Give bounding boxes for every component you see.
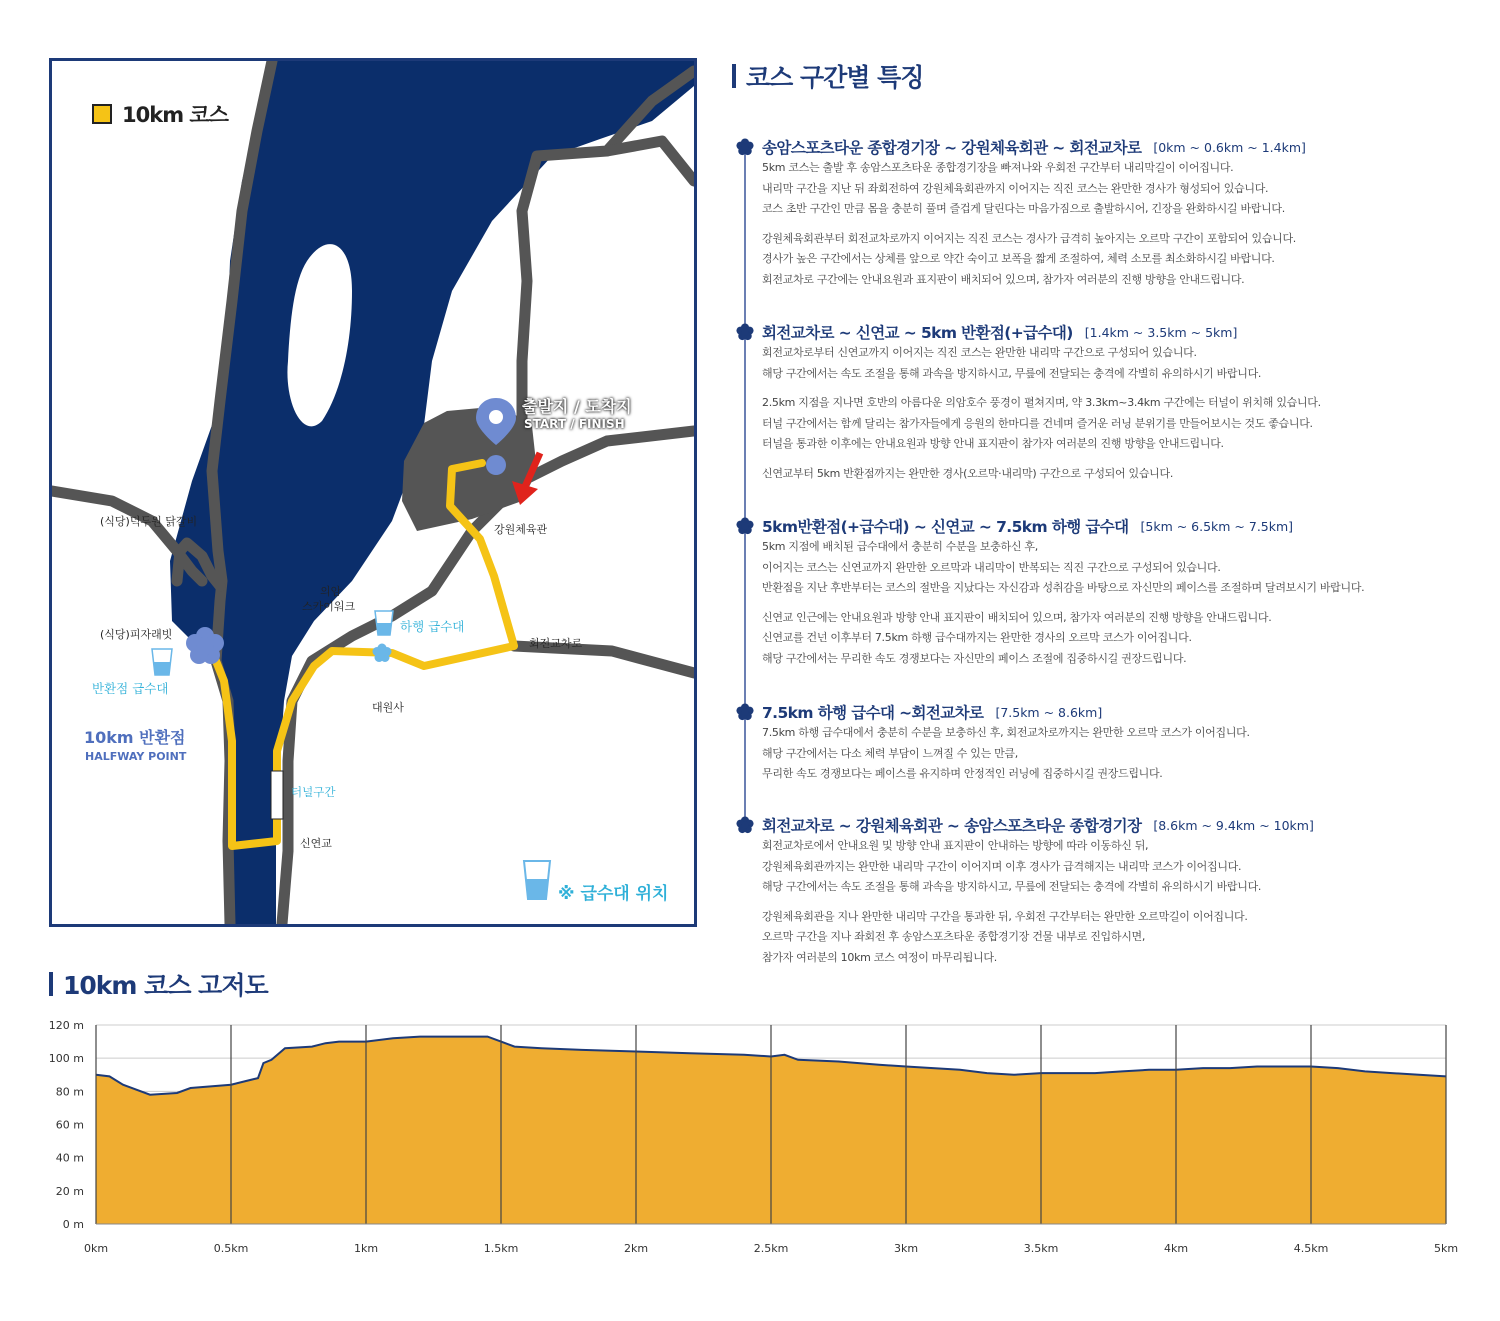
flower-icon (736, 816, 754, 834)
place-restaurant-1: (식당)덕두원 닭갈비 (100, 515, 198, 528)
segment-paragraph (762, 537, 1476, 599)
flower-icon (736, 138, 754, 156)
segment-title: 회전교차로 ~ 강원체육회관 ~ 송암스포츠타운 종합경기장 (762, 817, 1142, 835)
place-restaurant-2: (식당)피자래빗 (100, 628, 173, 641)
segment-title: 7.5km 하행 급수대 ~회전교차로 (762, 704, 984, 722)
text-line: 2.5km 지점을 지나면 호반의 아름다운 의암호수 풍경이 펼쳐지며, 약 3.3km~3.4km 구간에는 터널이 위치해 있습니다. (762, 396, 1321, 409)
y-tick-label: 80 m (55, 1085, 84, 1099)
text-line: 5km 지점에 배치된 급수대에서 충분히 수분을 보충하신 후, (762, 540, 1038, 553)
halfway-label: 10km 반환점 (84, 728, 186, 747)
legend-label: 10km 코스 (122, 103, 228, 127)
place-tunnel: 터널구간 (291, 785, 336, 799)
x-tick-label: 1km (353, 1242, 379, 1255)
text-line: 해당 구간에서는 무리한 속도 경쟁보다는 자신만의 페이스 조절에 집중하시길 권장드립니다. (762, 651, 1187, 665)
segment-5 (736, 814, 1476, 968)
text-line: 무리한 속도 경쟁보다는 페이스를 유지하며 안정적인 러닝에 집중하시길 권장드립니다. (762, 767, 1163, 780)
text-line: 신연교를 건넌 이후부터 7.5km 하행 급수대까지는 완만한 경사의 오르막 코스가 이어집니다. (762, 631, 1192, 644)
segment-paragraph (762, 907, 1476, 969)
text-line: 참가자 여러분의 10km 코스 여정이 마무리됩니다. (762, 950, 997, 964)
segment-paragraph (762, 158, 1476, 220)
road-north-right (607, 141, 694, 181)
text-line: 내리막 구간을 지난 뒤 좌회전하여 강원체육회관까지 이어지는 직진 코스는 완만한 경사가 형성되어 있습니다. (762, 181, 1269, 195)
segment-range: [1.4km ~ 3.5km ~ 5km] (1084, 324, 1238, 340)
segment-title: 5km반환점(+급수대) ~ 신연교 ~ 7.5km 하행 급수대 (762, 518, 1129, 536)
y-tick-label: 120 m (48, 1019, 84, 1032)
place-skywalk-line2: 스카이워크 (302, 600, 356, 613)
place-rotary: 회전교차로 (529, 637, 583, 650)
segment-4 (736, 701, 1476, 785)
cup-icon-downhill (375, 611, 393, 635)
legend-swatch (92, 104, 112, 124)
x-tick-label: 4km (1163, 1242, 1189, 1255)
text-line: 터널을 통과한 이후에는 안내요원과 방향 안내 표지판이 참가자 여러분의 진행 방향을 안내드립니다. (762, 437, 1224, 450)
text-line: 강원체육회관을 지나 완만한 내리막 구간을 통과한 뒤, 우회전 구간부터는 완만한 오르막길이 이어집니다. (762, 909, 1248, 923)
place-skywalk-line1: 의암 (320, 585, 342, 598)
flower-icon (736, 323, 754, 341)
tunnel-marker (271, 771, 283, 819)
x-tick-label: 4.5km (1293, 1242, 1329, 1255)
x-tick-label: 3.5km (1023, 1242, 1059, 1255)
x-tick-label: 2km (623, 1242, 649, 1255)
x-tick-label: 0km (83, 1242, 109, 1255)
segment-paragraph (762, 723, 1476, 785)
y-tick-label: 100 m (48, 1052, 84, 1066)
segment-2 (736, 321, 1476, 484)
water-turnaround-label: 반환점 급수대 (92, 681, 169, 696)
y-tick-label: 60 m (55, 1118, 84, 1132)
cup-icon-turnaround (152, 649, 172, 675)
text-line: 터널 구간에서는 함께 달리는 참가자들에게 응원의 한마디를 건네며 즐거운 러닝 분위기를 만들어보시는 것도 좋습니다. (762, 416, 1313, 430)
cup-icon-legend (524, 861, 550, 899)
text-line: 경사가 높은 구간에서는 상체를 앞으로 약간 숙이고 보폭을 짧게 조절하여, 체력 소모를 최소화하시길 바랍니다. (762, 252, 1275, 265)
segment-1 (736, 136, 1476, 290)
text-line: 신연교부터 5km 반환점까지는 완만한 경사(오르막·내리막) 구간으로 구성되어 있습니다. (762, 466, 1174, 480)
segment-paragraph (762, 608, 1476, 670)
x-tick-label: 0.5km (213, 1242, 249, 1255)
map-canvas (52, 61, 694, 924)
segment-paragraph (762, 229, 1476, 291)
x-tick-label: 1.5km (483, 1242, 519, 1255)
flower-icon (736, 517, 754, 535)
course-map (49, 58, 697, 927)
place-gym: 강원체육관 (494, 523, 548, 536)
start-label-en: START / FINISH (524, 417, 625, 431)
map-legend (92, 99, 228, 129)
y-tick-label: 40 m (55, 1151, 84, 1165)
segment-range: [5km ~ 6.5km ~ 7.5km] (1140, 518, 1294, 534)
place-temple: 대원사 (372, 701, 404, 714)
water-station-flower-icon (373, 644, 392, 663)
text-line: 코스 초반 구간인 만큼 몸을 충분히 풀며 즐겁게 달린다는 마음가짐으로 출발하시어, 긴장을 완화하시길 바랍니다. (762, 202, 1285, 215)
text-line: 회전교차로에서 안내요원 및 방향 안내 표지판이 안내하는 방향에 따라 이동하신 뒤, (762, 839, 1149, 852)
text-line: 강원체육회관부터 회전교차로까지 이어지는 직진 코스는 경사가 급격히 높아지는 오르막 구간이 포함되어 있습니다. (762, 231, 1297, 245)
y-tick-label: 20 m (55, 1184, 84, 1198)
y-tick-label: 0 m (62, 1218, 84, 1231)
water-downhill-label: 하행 급수대 (400, 619, 465, 634)
elevation-chart (0, 1010, 1500, 1270)
text-line: 오르막 구간을 지나 좌회전 후 송암스포츠타운 종합경기장 건물 내부로 진입하시면, (762, 930, 1146, 943)
x-tick-label: 3km (893, 1242, 919, 1255)
flower-icon (736, 703, 754, 721)
place-bridge: 신연교 (300, 837, 332, 850)
start-label: 출발지 / 도착지 (522, 397, 632, 416)
features-title (732, 58, 923, 94)
text-line: 해당 구간에서는 속도 조절을 통해 과속을 방지하시고, 무릎에 전달되는 충격에 각별히 유의하시기 바랍니다. (762, 880, 1262, 893)
segment-title: 송암스포츠타운 종합경기장 ~ 강원체육회관 ~ 회전교차로 (762, 139, 1142, 157)
text-line: 해당 구간에서는 속도 조절을 통해 과속을 방지하시고, 무릎에 전달되는 충격에 각별히 유의하시기 바랍니다. (762, 366, 1262, 380)
segment-paragraph (762, 464, 1476, 485)
text-line: 해당 구간에서는 다소 체력 부담이 느껴질 수 있는 만큼, (762, 746, 1018, 760)
text-line: 회전교차로 구간에는 안내요원과 표지판이 배치되어 있으며, 참가자 여러분의 진행 방향을 안내드립니다. (762, 272, 1245, 286)
text-line: 5km 코스는 출발 후 송암스포츠타운 종합경기장을 빠져나와 우회전 구간부터 내리막길이 이어집니다. (762, 161, 1234, 174)
title-bar (732, 64, 736, 88)
x-tick-label: 2.5km (753, 1242, 789, 1255)
text-line: 반환점을 지난 후반부터는 코스의 절반을 지났다는 자신감과 성취감을 바탕으로 자신만의 페이스를 조절하며 달려보시기 바랍니다. (762, 581, 1365, 594)
halfway-label-en: HALFWAY POINT (85, 750, 187, 763)
segment-range: [7.5km ~ 8.6km] (995, 704, 1103, 720)
segment-paragraph (762, 343, 1476, 384)
text-line: 신연교 인근에는 안내요원과 방향 안내 표지판이 배치되어 있으며, 참가자 여러분의 진행 방향을 안내드립니다. (762, 610, 1272, 624)
segment-range: [0km ~ 0.6km ~ 1.4km] (1153, 139, 1306, 155)
segment-3 (736, 515, 1476, 669)
segment-paragraph (762, 393, 1476, 455)
text-line: 강원체육회관까지는 완만한 내리막 구간이 이어지며 이후 경사가 급격해지는 내리막 코스가 이어집니다. (762, 859, 1242, 873)
water-position-label: ※ 급수대 위치 (558, 884, 669, 904)
text-line: 이어지는 코스는 신연교까지 완만한 오르막과 내리막이 반복되는 직진 구간으로 구성되어 있습니다. (762, 560, 1221, 574)
segment-paragraph (762, 836, 1476, 898)
segment-range: [8.6km ~ 9.4km ~ 10km] (1153, 817, 1314, 833)
text-line: 7.5km 하행 급수대에서 충분히 수분을 보충하신 후, 회전교차로까지는 완만한 오르막 코스가 이어집니다. (762, 726, 1250, 739)
text-line: 회전교차로부터 신연교까지 이어지는 직진 코스는 완만한 내리막 구간으로 구성되어 있습니다. (762, 346, 1197, 359)
features-title-text: 코스 구간별 특징 (746, 63, 924, 92)
elevation-title-text: 10km 코스 고저도 (63, 971, 268, 1000)
segment-title: 회전교차로 ~ 신연교 ~ 5km 반환점(+급수대) (762, 324, 1073, 342)
title-bar (49, 972, 53, 996)
elevation-title (49, 966, 268, 1002)
x-tick-label: 5km (1433, 1242, 1459, 1255)
